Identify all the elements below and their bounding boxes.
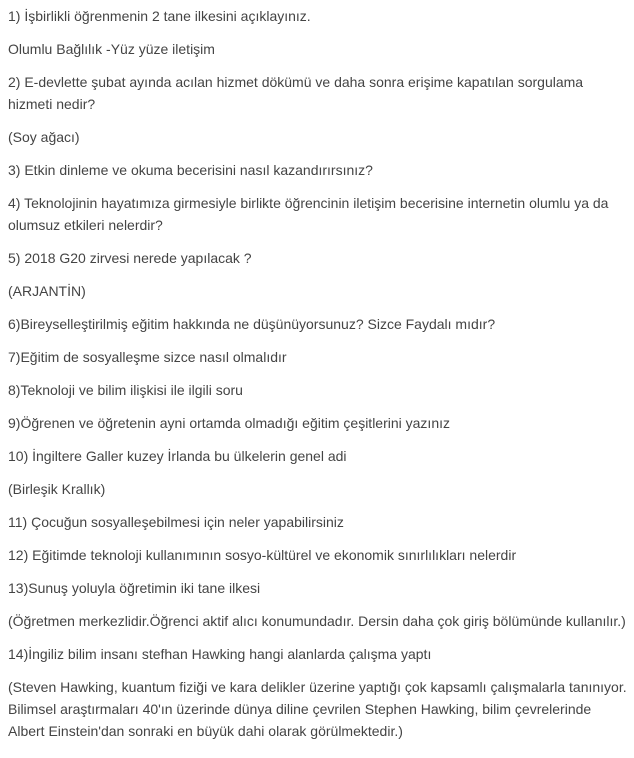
question-1: 1) İşbirlikli öğrenmenin 2 tane ilkesini açıklayınız. [8, 8, 311, 24]
question-11: 11) Çocuğun sosyalleşebilmesi için neler yapabilirsiniz [8, 514, 344, 530]
answer-1: Olumlu Bağlılık -Yüz yüze iletişim [8, 41, 215, 57]
question-8: 8)Teknoloji ve bilim ilişkisi ile ilgili soru [8, 382, 243, 398]
answer-13: (Öğretmen merkezlidir.Öğrenci aktif alıcı konumundadır. Dersin daha çok giriş bölümünde kullanılır.) [8, 613, 626, 629]
question-7: 7)Eğitim de sosyalleşme sizce nasıl olmalıdır [8, 349, 287, 365]
question-3: 3) Etkin dinleme ve okuma becerisini nasıl kazandırırsınız? [8, 162, 373, 178]
question-12: 12) Eğitimde teknoloji kullanımının sosyo-kültürel ve ekonomik sınırlılıkları nelerdir [8, 547, 517, 563]
answer-5: (ARJANTİN) [8, 283, 86, 299]
question-6: 6)Bireyselleştirilmiş eğitim hakkında ne düşünüyorsunuz? Sizce Faydalı mıdır? [8, 316, 496, 332]
question-9: 9)Öğrenen ve öğretenin ayni ortamda olmadığı eğitim çeşitlerini yazınız [8, 415, 450, 431]
question-2: 2) E-devlette şubat ayında acılan hizmet dökümü ve daha sonra erişime kapatılan sorgulama hizmeti nedir? [8, 74, 584, 112]
question-13: 13)Sunuş yoluyla öğretimin iki tane ilkesi [8, 580, 261, 596]
answer-2: (Soy ağacı) [8, 129, 80, 145]
answer-10: (Birleşik Krallık) [8, 481, 106, 497]
answer-14: (Steven Hawking, kuantum fiziği ve kara delikler üzerine yaptığı çok kapsamlı çalışmalarla tanınıyor. Bilimsel araştırmaları 40'ın üzerinde dünya diline çevrilen Stephen Hawking, bilim çevrelerinde Albert Einstein'dan sonraki en büyük dahi olarak görülmektedir.) [8, 679, 627, 739]
question-10: 10) İngiltere Galler kuzey İrlanda bu ülkelerin genel adi [8, 448, 347, 464]
question-4: 4) Teknolojinin hayatımıza girmesiyle birlikte öğrencinin iletişim becerisine internetin olumlu ya da olumsuz etkileri nelerdir? [8, 195, 609, 233]
question-14: 14)İngiliz bilim insanı stefhan Hawking hangi alanlarda çalışma yaptı [8, 646, 432, 662]
question-5: 5) 2018 G20 zirvesi nerede yapılacak ? [8, 250, 252, 266]
